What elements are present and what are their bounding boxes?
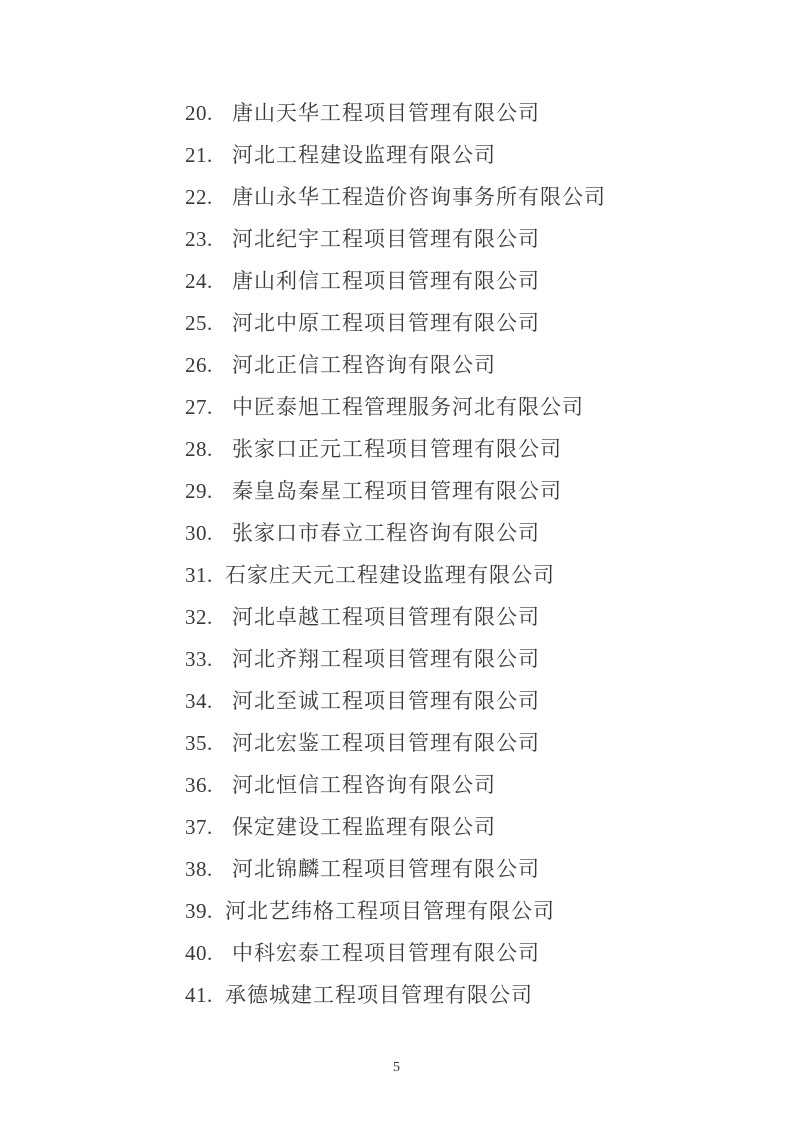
- list-item-name: 唐山利信工程项目管理有限公司: [232, 269, 540, 293]
- list-item-number: 27.: [185, 395, 213, 419]
- list-item-name: 河北至诚工程项目管理有限公司: [232, 689, 540, 713]
- list-item-number: 40.: [185, 941, 213, 965]
- list-item-name: 河北卓越工程项目管理有限公司: [232, 605, 540, 629]
- list-item-name: 河北锦麟工程项目管理有限公司: [232, 857, 540, 881]
- list-item-number: 21.: [185, 143, 213, 167]
- list-item-number: 30.: [185, 521, 213, 545]
- list-item-name: 中匠泰旭工程管理服务河北有限公司: [232, 395, 584, 419]
- list-item-number: 36.: [185, 773, 213, 797]
- page-number: 5: [393, 1060, 400, 1075]
- list-item: [185, 680, 606, 722]
- list-item: [185, 974, 606, 1016]
- list-item-name: 河北宏鉴工程项目管理有限公司: [232, 731, 540, 755]
- list-item: [185, 890, 606, 932]
- list-item-name: 河北工程建设监理有限公司: [232, 143, 496, 167]
- list-item: [185, 596, 606, 638]
- list-item: [185, 512, 606, 554]
- list-item-name: 河北正信工程咨询有限公司: [232, 353, 496, 377]
- list-item-number: 25.: [185, 311, 213, 335]
- list-item: [185, 260, 606, 302]
- list-item-number: 39.: [185, 899, 213, 923]
- list-item-name: 张家口市春立工程咨询有限公司: [232, 521, 540, 545]
- list-item-number: 24.: [185, 269, 213, 293]
- list-item-name: 秦皇岛秦星工程项目管理有限公司: [232, 479, 562, 503]
- list-item-name: 石家庄天元工程建设监理有限公司: [225, 563, 555, 587]
- company-list: [185, 92, 606, 1016]
- list-item-number: 31.: [185, 563, 213, 587]
- list-item-number: 41.: [185, 983, 213, 1007]
- list-item: [185, 554, 606, 596]
- list-item-name: 河北中原工程项目管理有限公司: [232, 311, 540, 335]
- list-item-number: 23.: [185, 227, 213, 251]
- list-item-name: 张家口正元工程项目管理有限公司: [232, 437, 562, 461]
- list-item-number: 32.: [185, 605, 213, 629]
- list-item: [185, 218, 606, 260]
- list-item-number: 29.: [185, 479, 213, 503]
- list-item: [185, 134, 606, 176]
- list-item-name: 中科宏泰工程项目管理有限公司: [232, 941, 540, 965]
- list-item: [185, 764, 606, 806]
- list-item-number: 26.: [185, 353, 213, 377]
- list-item: [185, 806, 606, 848]
- list-item: [185, 428, 606, 470]
- list-item-name: 河北齐翔工程项目管理有限公司: [232, 647, 540, 671]
- list-item: [185, 302, 606, 344]
- list-item-name: 唐山永华工程造价咨询事务所有限公司: [232, 185, 606, 209]
- list-item: [185, 176, 606, 218]
- list-item-name: 河北艺纬格工程项目管理有限公司: [225, 899, 555, 923]
- list-item: [185, 92, 606, 134]
- list-item: [185, 932, 606, 974]
- list-item: [185, 470, 606, 512]
- list-item-name: 河北纪宇工程项目管理有限公司: [232, 227, 540, 251]
- list-item: [185, 638, 606, 680]
- list-item-name: 保定建设工程监理有限公司: [232, 815, 496, 839]
- list-item: [185, 344, 606, 386]
- list-item: [185, 848, 606, 890]
- list-item-name: 承德城建工程项目管理有限公司: [225, 983, 533, 1007]
- list-item-number: 33.: [185, 647, 213, 671]
- list-item-number: 28.: [185, 437, 213, 461]
- list-item-name: 河北恒信工程咨询有限公司: [232, 773, 496, 797]
- list-item-number: 20.: [185, 101, 213, 125]
- list-item-number: 38.: [185, 857, 213, 881]
- list-item: [185, 386, 606, 428]
- list-item-number: 35.: [185, 731, 213, 755]
- list-item-number: 22.: [185, 185, 213, 209]
- list-item-number: 34.: [185, 689, 213, 713]
- list-item-number: 37.: [185, 815, 213, 839]
- list-item-name: 唐山天华工程项目管理有限公司: [232, 101, 540, 125]
- list-item: [185, 722, 606, 764]
